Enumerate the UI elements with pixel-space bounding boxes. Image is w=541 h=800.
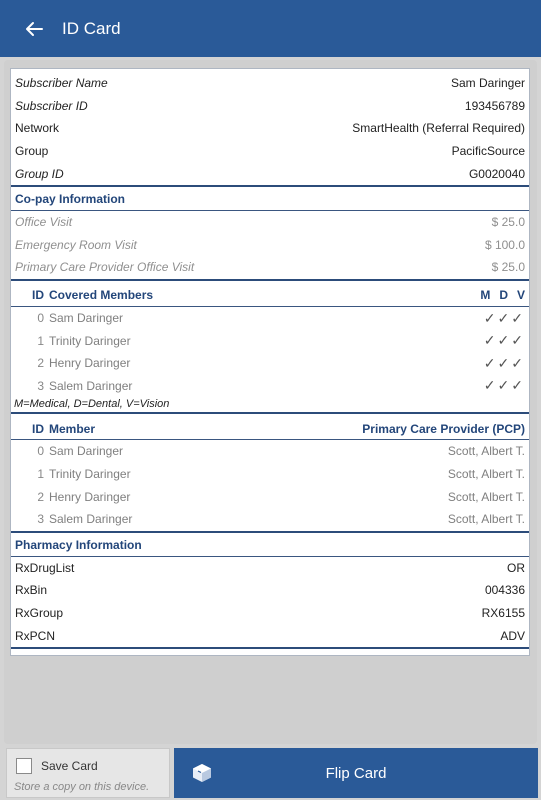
pharmacy-row <box>11 579 529 602</box>
field-value: Sam Daringer <box>450 76 525 91</box>
field-label: Group <box>15 144 49 159</box>
field-label: Group ID <box>15 166 64 181</box>
covered-members-header <box>11 285 529 307</box>
pcp-name: Scott, Albert T. <box>447 467 525 482</box>
page-title: ID Card <box>62 18 121 38</box>
field-label: Subscriber Name <box>15 76 108 91</box>
pharmacy-label: RxBin <box>15 583 48 598</box>
coverage-checks: ✓✓✓ <box>483 332 525 349</box>
coverage-checks: ✓✓✓ <box>483 354 525 371</box>
pharmacy-value: OR <box>507 560 525 575</box>
covered-members-column-header: Covered Members <box>49 288 154 303</box>
member-id: 0 <box>37 444 44 459</box>
field-label: Network <box>15 121 60 136</box>
medical-column-header: M <box>480 288 491 303</box>
member-row <box>11 307 529 330</box>
member-name: Sam Daringer <box>49 311 124 326</box>
pharmacy-value: RX6155 <box>481 605 525 620</box>
pcp-row <box>11 485 529 508</box>
pharmacy-value: 004336 <box>484 583 525 598</box>
member-id: 0 <box>37 311 44 326</box>
pcp-row <box>11 440 529 463</box>
save-card-checkbox[interactable] <box>16 758 32 774</box>
save-card-hint: Store a copy on this device. <box>14 781 150 793</box>
coverage-columns-header <box>480 288 525 302</box>
group-id-row <box>11 162 529 185</box>
coverage-checks: ✓✓✓ <box>483 309 525 326</box>
member-id: 2 <box>37 356 44 371</box>
member-id: 3 <box>37 512 44 527</box>
copay-value: $ 100.0 <box>484 237 525 252</box>
flip-card-label: Flip Card <box>325 764 387 782</box>
pcp-row <box>11 463 529 486</box>
member-name: Salem Daringer <box>49 378 133 393</box>
copay-row <box>11 211 529 234</box>
field-value: SmartHealth (Referral Required) <box>352 121 525 136</box>
subscriber-name-row <box>11 72 529 95</box>
member-row <box>11 375 529 398</box>
copay-label: Office Visit <box>15 215 73 230</box>
member-name: Sam Daringer <box>49 444 124 459</box>
coverage-legend: M=Medical, D=Dental, V=Vision <box>14 398 170 411</box>
bottom-bar <box>0 748 541 800</box>
member-name: Trinity Daringer <box>49 467 131 482</box>
flip-card-button[interactable] <box>174 748 538 798</box>
member-name: Trinity Daringer <box>49 333 131 348</box>
field-value: G0020040 <box>468 166 525 181</box>
member-name: Salem Daringer <box>49 512 133 527</box>
copay-label: Primary Care Provider Office Visit <box>15 260 195 275</box>
copay-value: $ 25.0 <box>491 260 525 275</box>
pcp-row <box>11 508 529 531</box>
pharmacy-label: RxGroup <box>15 605 64 620</box>
save-card-panel <box>6 748 170 798</box>
pcp-column-header: Primary Care Provider (PCP) <box>362 421 525 436</box>
pharmacy-value: ADV <box>500 628 525 643</box>
pcp-name: Scott, Albert T. <box>447 512 525 527</box>
pcp-name: Scott, Albert T. <box>447 489 525 504</box>
network-row <box>11 117 529 140</box>
vision-column-header: V <box>516 288 525 303</box>
copay-label: Emergency Room Visit <box>15 237 137 252</box>
id-column-header: ID <box>32 288 44 303</box>
arrow-left-icon <box>25 21 43 37</box>
copay-row <box>11 256 529 279</box>
pharmacy-row <box>11 602 529 625</box>
save-card-label[interactable]: Save Card <box>41 759 98 773</box>
coverage-checks: ✓✓✓ <box>483 377 525 394</box>
pharmacy-heading: Pharmacy Information <box>11 535 529 557</box>
member-row <box>11 329 529 352</box>
field-value: 193456789 <box>464 98 525 113</box>
app-bar <box>0 0 541 57</box>
field-value: PacificSource <box>451 144 525 159</box>
pharmacy-row <box>11 557 529 580</box>
pcp-name: Scott, Albert T. <box>447 444 525 459</box>
pharmacy-label: RxDrugList <box>15 560 75 575</box>
copay-heading: Co-pay Information <box>11 189 529 211</box>
member-column-header: Member <box>49 421 96 436</box>
member-row <box>11 352 529 375</box>
copay-value: $ 25.0 <box>491 215 525 230</box>
copay-row <box>11 234 529 257</box>
pharmacy-label: RxPCN <box>15 628 56 643</box>
member-id: 2 <box>37 489 44 504</box>
id-card <box>10 68 530 656</box>
back-button[interactable] <box>20 15 48 43</box>
field-label: Subscriber ID <box>15 98 88 113</box>
member-id: 1 <box>37 333 44 348</box>
member-name: Henry Daringer <box>49 356 131 371</box>
member-id: 3 <box>37 378 44 393</box>
pcp-header <box>11 418 529 440</box>
id-column-header: ID <box>32 421 44 436</box>
member-name: Henry Daringer <box>49 489 131 504</box>
subscriber-id-row <box>11 95 529 118</box>
card-flip-icon <box>190 762 214 784</box>
pharmacy-row <box>11 624 529 647</box>
dental-column-header: D <box>499 288 508 303</box>
group-row <box>11 140 529 163</box>
member-id: 1 <box>37 467 44 482</box>
